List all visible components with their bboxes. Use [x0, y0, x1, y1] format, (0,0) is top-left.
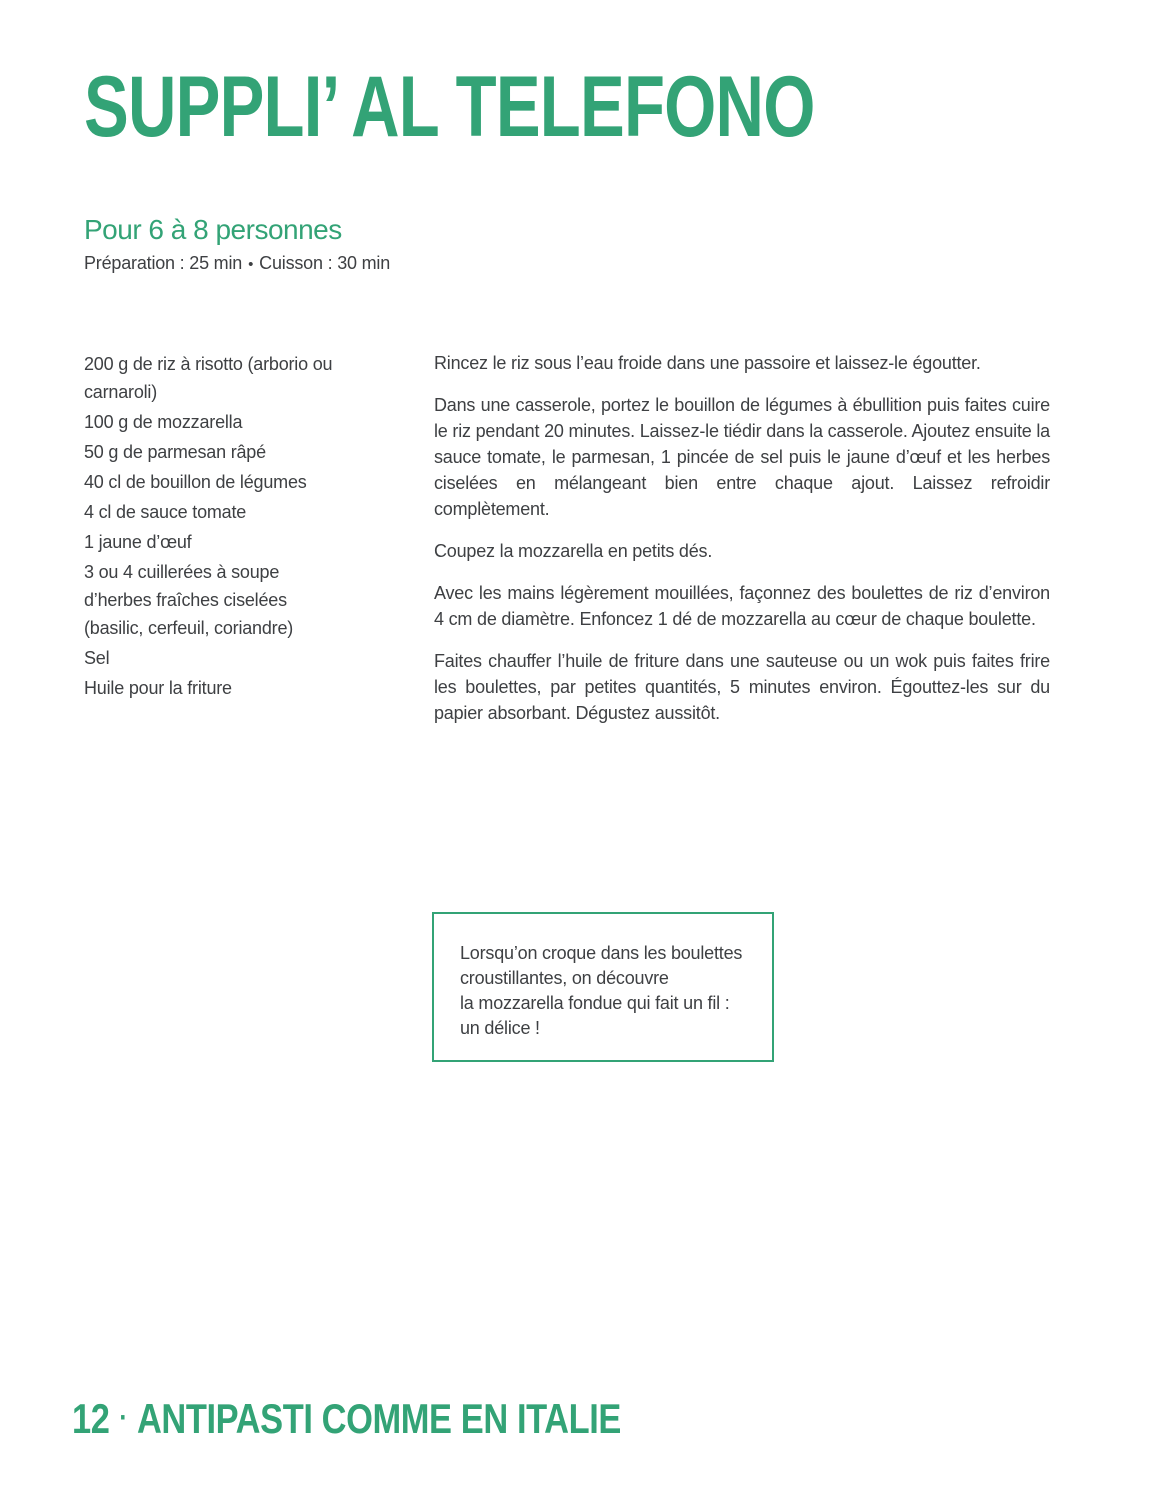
- page-footer: [72, 1395, 621, 1442]
- tip-note-line: croustillantes, on découvre: [460, 968, 669, 988]
- instruction-step: Avec les mains légèrement mouillées, façonnez des boulettes de riz d’environ 4 cm de diamètre. Enfoncez 1 dé de mozzarella au cœur de chaque boulette.: [434, 583, 1050, 629]
- servings-heading: Pour 6 à 8 personnes: [84, 214, 342, 245]
- footer-separator: ·: [119, 1401, 128, 1434]
- time-separator: •: [248, 256, 254, 273]
- ingredient-item: 3 ou 4 cuillerées à soupe d’herbes fraîches ciselées (basilic, cerfeuil, coriandre): [84, 562, 294, 638]
- instruction-step: Rincez le riz sous l’eau froide dans une passoire et laissez-le égoutter.: [434, 353, 981, 373]
- ingredient-item: 4 cl de sauce tomate: [84, 502, 247, 522]
- prep-time: Préparation : 25 min: [84, 253, 243, 273]
- cook-time: Cuisson : 30 min: [259, 253, 391, 273]
- recipe-title: SUPPLI’ AL TELEFONO: [84, 59, 815, 155]
- instruction-step: Dans une casserole, portez le bouillon de légumes à ébullition puis faites cuire le riz pendant 20 minutes. Laissez-le tiédir dans la casserole. Ajoutez ensuite la sauce tomate, le parmesan, 1 pincée de sel puis le jaune d’œuf et les herbes ciselées en mélangeant bien entre chaque ajout. Laissez refroidir complètement.: [434, 395, 1050, 519]
- instructions-column: [434, 350, 1050, 742]
- ingredient-item: 50 g de parmesan râpé: [84, 442, 266, 462]
- prep-cook-time: [84, 253, 390, 274]
- ingredient-item: 40 cl de bouillon de légumes: [84, 472, 307, 492]
- ingredient-item: 100 g de mozzarella: [84, 412, 243, 432]
- ingredients-list: [84, 350, 340, 704]
- tip-note-line: Lorsqu’on croque dans les boulettes: [460, 943, 743, 963]
- tip-note-box: [432, 912, 774, 1062]
- ingredient-item: 1 jaune d’œuf: [84, 532, 192, 552]
- page-number: 12: [72, 1395, 110, 1442]
- ingredient-item: Sel: [84, 648, 110, 668]
- section-title: ANTIPASTI COMME EN ITALIE: [136, 1395, 621, 1442]
- instruction-step: Coupez la mozzarella en petits dés.: [434, 541, 713, 561]
- tip-note-line: la mozzarella fondue qui fait un fil :: [460, 993, 730, 1013]
- tip-note-line: un délice !: [460, 1018, 540, 1038]
- instruction-step: Faites chauffer l’huile de friture dans une sauteuse ou un wok puis faites frire les boulettes, par petites quantités, 5 minutes environ. Égouttez-les sur du papier absorbant. Dégustez aussitôt.: [434, 651, 1050, 723]
- ingredient-item: Huile pour la friture: [84, 678, 232, 698]
- ingredient-item: 200 g de riz à risotto (arborio ou carnaroli): [84, 354, 333, 402]
